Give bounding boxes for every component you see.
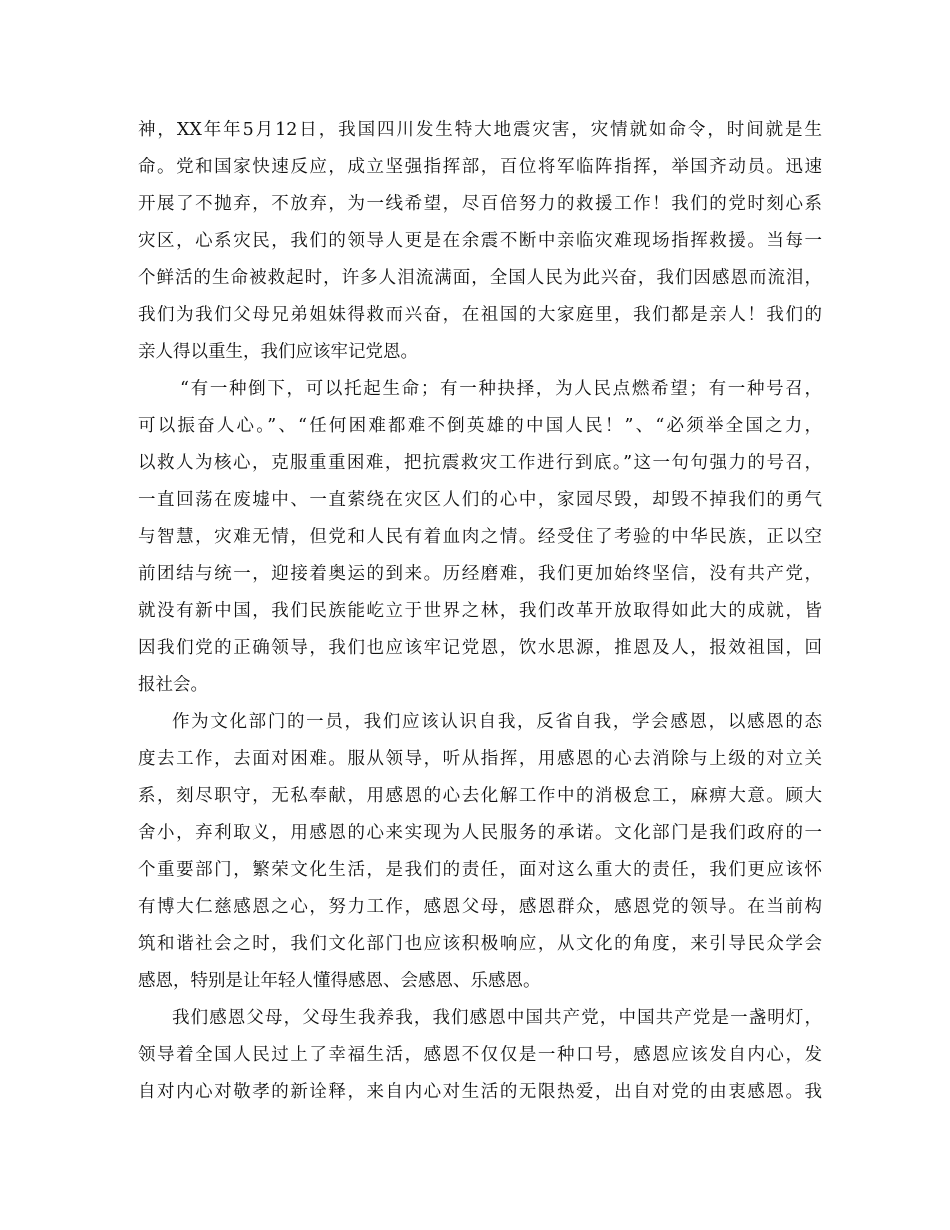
text-line: 我们为我们父母兄弟姐妹得救而兴奋，在祖国的大家庭里，我们都是亲人！我们的 — [138, 305, 822, 325]
text-line: 个鲜活的生命被救起时，许多人泪流满面，全国人民为此兴奋，我们因感恩而流泪， — [138, 268, 822, 288]
text-line: 以救人为核心，克服重重困难，把抗震救灾工作进行到底。”这一句句强力的号召， — [138, 453, 822, 473]
text-line: 灾区，心系灾民，我们的领导人更是在余震不断中亲临灾难现场指挥救援。当每一 — [138, 231, 822, 251]
text-line: 作为文化部门的一员，我们应该认识自我，反省自我，学会感恩，以感恩的态 — [172, 712, 822, 732]
text-line: 开展了不抛弃，不放弃，为一线希望，尽百倍努力的救援工作！我们的党时刻心系 — [138, 194, 822, 214]
text-line: 有博大仁慈感恩之心，努力工作，感恩父母，感恩群众，感恩党的领导。在当前构 — [138, 897, 822, 917]
text-line: “有一种倒下，可以托起生命；有一种抉择，为人民点燃希望；有一种号召， — [180, 379, 822, 399]
paragraph-culture-department — [138, 704, 822, 1000]
text-line: 感恩，特别是让年轻人懂得感恩、会感恩、乐感恩。 — [138, 971, 541, 991]
text-line: 领导着全国人民过上了幸福生活，感恩不仅仅是一种口号，感恩应该发自内心，发 — [138, 1045, 822, 1065]
document-body — [138, 112, 822, 1111]
text-line: 因我们党的正确领导，我们也应该牢记党恩，饮水思源，推恩及人，报效祖国，回 — [138, 638, 822, 658]
text-line: 与智慧，灾难无情，但党和人民有着血肉之情。经受住了考验的中华民族，正以空 — [138, 527, 822, 547]
paragraph-slogans — [138, 371, 822, 704]
text-line: 可以振奋人心。”、“任何困难都难不倒英雄的中国人民！”、“必须举全国之力， — [138, 416, 822, 436]
text-line: 度去工作，去面对困难。服从领导，听从指挥，用感恩的心去消除与上级的对立关 — [138, 749, 822, 769]
text-line: 神，XX年年5月12日，我国四川发生特大地震灾害，灾情就如命令，时间就是生 — [138, 120, 822, 140]
text-line: 系，刻尽职守，无私奉献，用感恩的心去化解工作中的消极怠工，麻痹大意。顾大 — [138, 786, 822, 806]
text-line: 舍小，弃利取义，用感恩的心来实现为人民服务的承诺。文化部门是我们政府的一 — [138, 823, 822, 843]
text-line: 命。党和国家快速反应，成立坚强指挥部，百位将军临阵指挥，举国齐动员。迅速 — [138, 157, 822, 177]
text-line: 一直回荡在废墟中、一直萦绕在灾区人们的心中，家园尽毁，却毁不掉我们的勇气 — [138, 490, 822, 510]
text-line: 筑和谐社会之时，我们文化部门也应该积极响应，从文化的角度，来引导民众学会 — [138, 934, 822, 954]
text-line: 前团结与统一，迎接着奥运的到来。历经磨难，我们更加始终坚信，没有共产党， — [138, 564, 822, 584]
text-line: 就没有新中国，我们民族能屹立于世界之林，我们改革开放取得如此大的成就，皆 — [138, 601, 822, 621]
text-line: 自对内心对敬孝的新诠释，来自内心对生活的无限热爱，出自对党的由衷感恩。我 — [138, 1082, 822, 1102]
text-line: 个重要部门，繁荣文化生活，是我们的责任，面对这么重大的责任，我们更应该怀 — [138, 860, 822, 880]
text-line: 我们感恩父母，父母生我养我，我们感恩中国共产党，中国共产党是一盏明灯， — [172, 1008, 822, 1028]
text-line: 报社会。 — [138, 675, 208, 695]
paragraph-earthquake-rescue — [138, 112, 822, 371]
paragraph-gratitude — [138, 1000, 822, 1111]
text-line: 亲人得以重生，我们应该牢记党恩。 — [138, 342, 418, 362]
